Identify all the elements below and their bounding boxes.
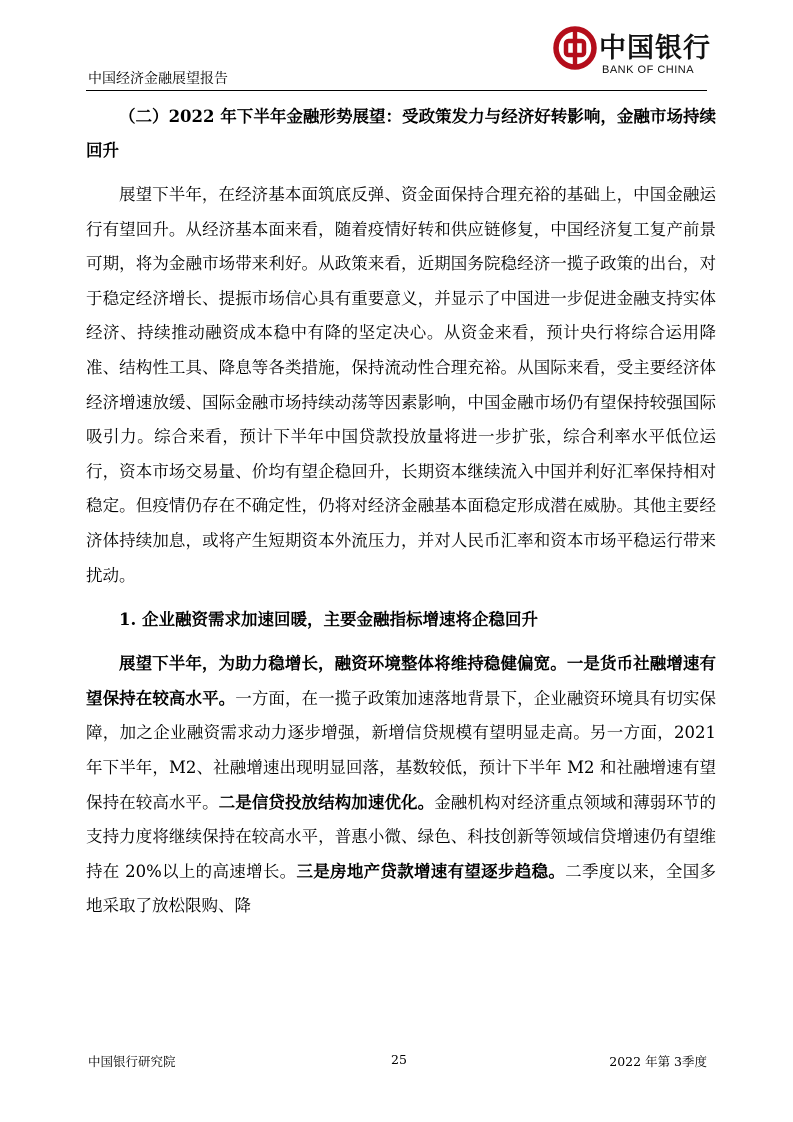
logo-english-name: BANK OF CHINA — [602, 64, 695, 76]
bold-lead-2: 二是信贷投放结构加速优化。 — [218, 792, 435, 812]
bank-of-china-logo-icon — [553, 26, 597, 70]
footer-quarter: 2022 年第 3季度 — [609, 1054, 707, 1069]
logo-chinese-name: 中国银行 — [599, 33, 711, 64]
text-1: 一方面，在一揽子政策加速落地背景下，企业融资环境具有切实保障，加之企业融资需求动力逐步增强，新增信贷规模有望明显走高。另一方面，2021 年下半年，M2、社融增速出现明显回落，基数较低，预计下半年 M2 和社融增速有望保持在较高水平。 — [86, 688, 717, 812]
text-2: 金融机构对经济重点领域和薄弱环节的支持力度将继续保持在较高水平，普惠小微、绿色、科技创新等领域信贷增速仍有望维持在 20%以上的高速增长。 — [86, 792, 717, 881]
text-3: 二季度以来，全国多地采取了放松限购、降 — [86, 861, 717, 916]
paragraph-outlook: 展望下半年，在经济基本面筑底反弹、资金面保持合理充裕的基础上，中国金融运行有望回升。从经济基本面来看，随着疫情好转和供应链修复，中国经济复工复产前景可期，将为金融市场带来利好。从政策来看，近期国务院稳经济一揽子政策的出台，对于稳定经济增长、提振市场信心具有重要意义，并显示了中国进一步促进金融支持实体经济、持续推动融资成本稳中有降的坚定决心。从资金来看，预计央行将综合运用降准、结构性工具、降息等各类措施，保持流动性合理充裕。从国际来看，受主要经济体经济增速放缓、国际金融市场持续动荡等因素影响，中国金融市场仍有望保持较强国际吸引力。综合来看，预计下半年中国贷款投放量将进一步扩张，综合利率水平低位运行，资本市场交易量、价均有望企稳回升，长期资本继续流入中国并利好汇率保持相对稳定。但疫情仍存在不确定性，仍将对经济金融基本面稳定形成潜在威胁。其他主要经济体持续加息，或将产生短期资本外流压力，并对人民币汇率和资本市场平稳运行带来扰动。 — [86, 185, 716, 585]
page-number: 25 — [391, 1052, 407, 1067]
bold-lead-3: 三是房地产贷款增速有望逐步趋稳。 — [296, 861, 566, 881]
section-heading: （二）2022 年下半年金融形势展望：受政策发力与经济好转影响，金融市场持续回升 — [86, 107, 716, 160]
footer-institute: 中国银行研究院 — [88, 1054, 176, 1069]
header-divider — [86, 90, 707, 91]
report-title: 中国经济金融展望报告 — [88, 71, 228, 87]
bold-lead-1: 展望下半年，为助力稳增长，融资环境整体将维持稳健偏宽。一是货币社融增速有望保持在较高水平。 — [86, 654, 716, 708]
paragraph-financing — [86, 647, 716, 924]
main-content — [86, 100, 716, 924]
subsection-heading: 1. 企业融资需求加速回暖，主要金融指标增速将企稳回升 — [119, 610, 538, 630]
bank-logo — [553, 26, 713, 86]
